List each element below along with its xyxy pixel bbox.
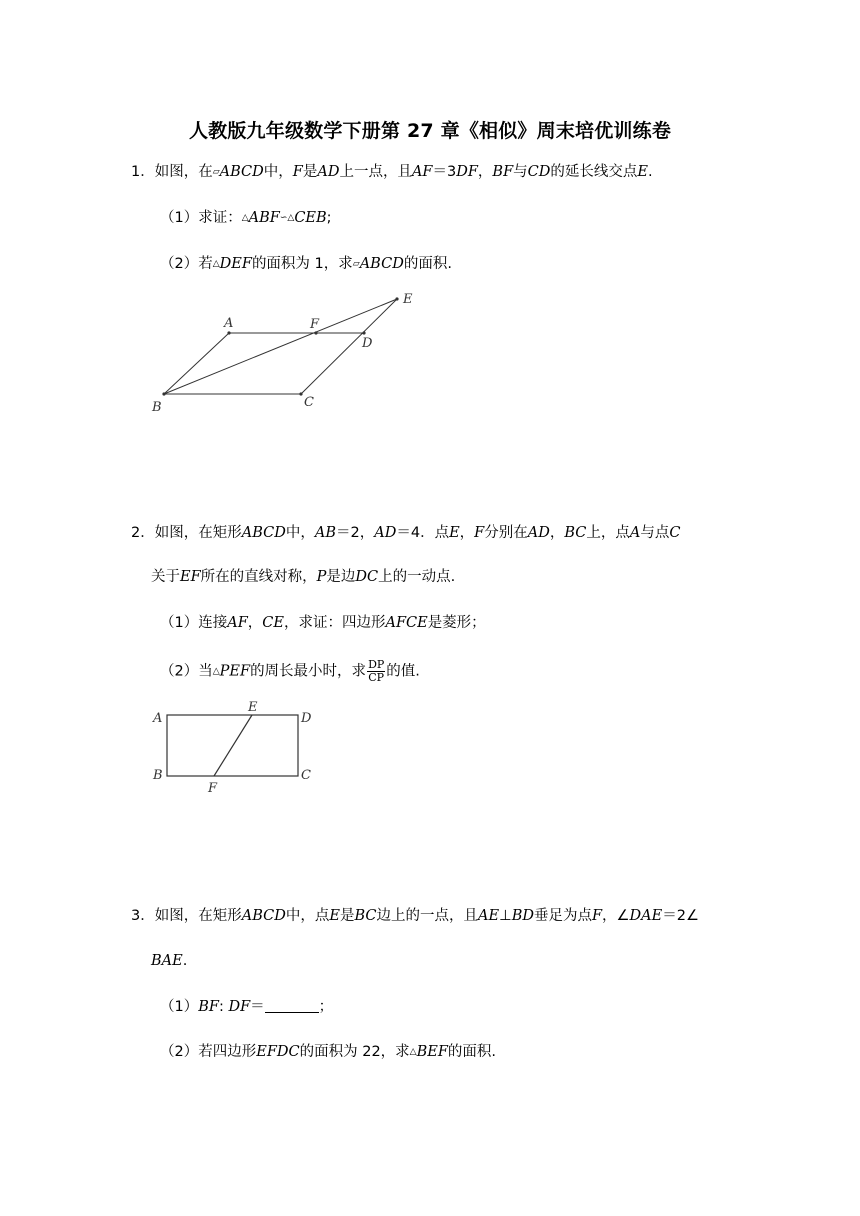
point-e: [395, 297, 398, 300]
segment-ab: [164, 333, 229, 394]
label-e: E: [403, 292, 413, 307]
problem-3-part-1: （1）BF: DF＝ ；: [160, 999, 334, 1015]
problem-2-part-1: （1）连接AF，CE，求证：四边形AFCE是菱形；: [160, 615, 486, 631]
problem-1-part-1: （1）求证：△ABF∽△CEB;: [160, 210, 332, 226]
problem-1-part-2: （2）若△DEF的面积为 1，求▱ABCD的面积.: [160, 256, 452, 272]
problem-1-stem: 1．如图，在▱ABCD中，F是AD上一点，且AF＝3DF，BF与CD的延长线交点E.: [131, 164, 653, 180]
point-a: [227, 331, 230, 334]
problem-3-stem: 3．如图，在矩形ABCD中，点E是BC边上的一点，且AE⊥BD垂足为点F，∠DAE＝2∠: [131, 908, 699, 924]
label-b: B: [152, 400, 162, 415]
figure-2-rectangle: [167, 715, 298, 776]
label-d-2: D: [301, 711, 312, 726]
label-f-2: F: [208, 781, 218, 796]
point-b: [162, 392, 165, 395]
triangle-icon: △: [241, 213, 249, 223]
point-c: [299, 392, 302, 395]
parallelogram-icon: ▱: [212, 167, 220, 177]
document-title: 人教版九年级数学下册第 27 章《相似》周末培优训练卷: [188, 120, 672, 142]
problem-3-part-2: （2）若四边形EFDC的面积为 22，求△BEF的面积.: [160, 1044, 497, 1060]
label-a-2: A: [153, 711, 163, 726]
problem-2-part-2: （2）当△PEF的周长最小时，求 $\frac{DP}{CP}$ 的值.: [160, 658, 420, 684]
segment-ef: [214, 715, 252, 776]
triangle-icon: △: [212, 259, 220, 269]
segment-ce: [301, 299, 397, 394]
label-d: D: [362, 336, 373, 351]
parallelogram-icon: ▱: [352, 259, 360, 269]
triangle-icon: △: [287, 213, 295, 223]
label-a: A: [224, 316, 234, 331]
label-c-2: C: [301, 768, 311, 783]
triangle-icon: △: [212, 666, 220, 677]
label-f: F: [310, 317, 320, 332]
point-d: [362, 331, 365, 334]
label-c: C: [304, 395, 314, 410]
problem-3-stem-continued: BAE.: [151, 953, 188, 969]
problem-2-stem: 2．如图，在矩形ABCD中，AB＝2，AD＝4．点E，F分别在AD，BC上，点A与点C: [131, 525, 681, 541]
triangle-icon: △: [409, 1047, 417, 1057]
problem-2-stem-continued: 关于EF所在的直线对称，P是边DC上的一动点.: [151, 569, 456, 585]
label-b-2: B: [153, 768, 163, 783]
label-e-2: E: [248, 700, 258, 715]
fraction-dp-cp: $\frac{DP}{CP}$: [368, 658, 385, 684]
